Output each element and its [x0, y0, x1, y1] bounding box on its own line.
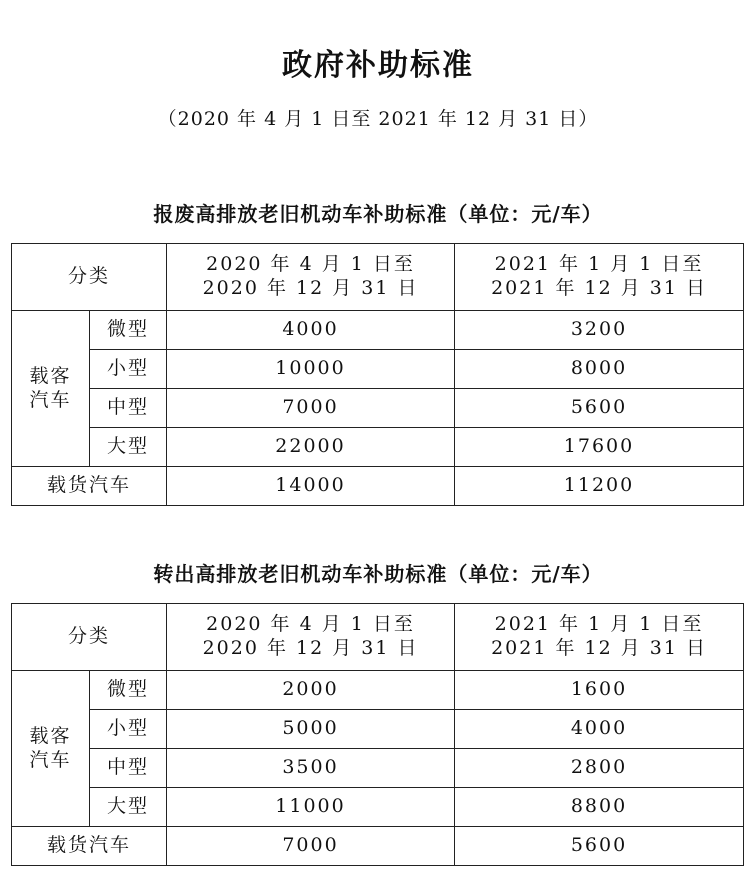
passenger-line2: 汽车 [29, 388, 72, 411]
transfer-subsidy-table [11, 603, 744, 866]
period1-end: 2020 年 12 月 31 日 [202, 637, 419, 659]
period2-amount: 2800 [455, 749, 744, 788]
scrap-subsidy-table [11, 243, 744, 506]
period2-start: 2021 年 1 月 1 日至 [494, 613, 704, 636]
passenger-car-group [12, 311, 90, 467]
period1-start: 2020 年 4 月 1 日至 [206, 253, 415, 276]
vehicle-type: 小型 [90, 710, 167, 749]
table-row [12, 467, 744, 506]
period1-amount: 22000 [167, 428, 455, 467]
page-title: 政府补助标准 [282, 48, 474, 83]
period2-amount: 4000 [455, 710, 744, 749]
vehicle-type: 微型 [90, 311, 167, 350]
table-row [12, 389, 744, 428]
category-header: 分类 [12, 244, 167, 311]
passenger-car-group [12, 671, 90, 827]
period2-amount: 8800 [455, 788, 744, 827]
period2-end: 2021 年 12 月 31 日 [491, 277, 707, 299]
vehicle-type: 微型 [90, 671, 167, 710]
table-header-row [12, 604, 744, 671]
period1-amount: 10000 [167, 350, 455, 389]
passenger-line1: 载客 [29, 364, 72, 387]
period1-amount: 14000 [167, 467, 455, 506]
freight-car-label: 载货汽车 [12, 827, 167, 866]
table-row [12, 710, 744, 749]
table-row [12, 350, 744, 389]
period1-amount: 4000 [167, 311, 455, 350]
table-row [12, 671, 744, 710]
period1-end: 2020 年 12 月 31 日 [202, 277, 419, 299]
period1-amount: 2000 [167, 671, 455, 710]
period2-amount: 3200 [455, 311, 744, 350]
vehicle-type: 小型 [90, 350, 167, 389]
table-row [12, 311, 744, 350]
period2-end: 2021 年 12 月 31 日 [491, 637, 707, 659]
vehicle-type: 中型 [90, 389, 167, 428]
period2-amount: 1600 [455, 671, 744, 710]
table-header-row [12, 244, 744, 311]
period2-header [455, 604, 744, 671]
table-row [12, 749, 744, 788]
period2-amount: 5600 [455, 389, 744, 428]
transfer-table-caption: 转出高排放老旧机动车补助标准（单位：元/车） [153, 562, 603, 586]
period1-amount: 11000 [167, 788, 455, 827]
table-row [12, 428, 744, 467]
vehicle-type: 中型 [90, 749, 167, 788]
period1-amount: 5000 [167, 710, 455, 749]
vehicle-type: 大型 [90, 788, 167, 827]
table-row [12, 827, 744, 866]
period2-header [455, 244, 744, 311]
passenger-line2: 汽车 [29, 748, 72, 771]
freight-car-label: 载货汽车 [12, 467, 167, 506]
period1-header [167, 244, 455, 311]
period2-amount: 8000 [455, 350, 744, 389]
period1-start: 2020 年 4 月 1 日至 [206, 613, 415, 636]
period2-amount: 5600 [455, 827, 744, 866]
period1-amount: 3500 [167, 749, 455, 788]
period1-amount: 7000 [167, 389, 455, 428]
vehicle-type: 大型 [90, 428, 167, 467]
period2-amount: 11200 [455, 467, 744, 506]
scrap-table-caption: 报废高排放老旧机动车补助标准（单位：元/车） [153, 202, 603, 226]
table-row [12, 788, 744, 827]
subsidy-period: （2020 年 4 月 1 日至 2021 年 12 月 31 日） [157, 108, 599, 130]
period1-header [167, 604, 455, 671]
period2-amount: 17600 [455, 428, 744, 467]
period2-start: 2021 年 1 月 1 日至 [494, 253, 704, 276]
passenger-line1: 载客 [29, 724, 72, 747]
category-header: 分类 [12, 604, 167, 671]
period1-amount: 7000 [167, 827, 455, 866]
